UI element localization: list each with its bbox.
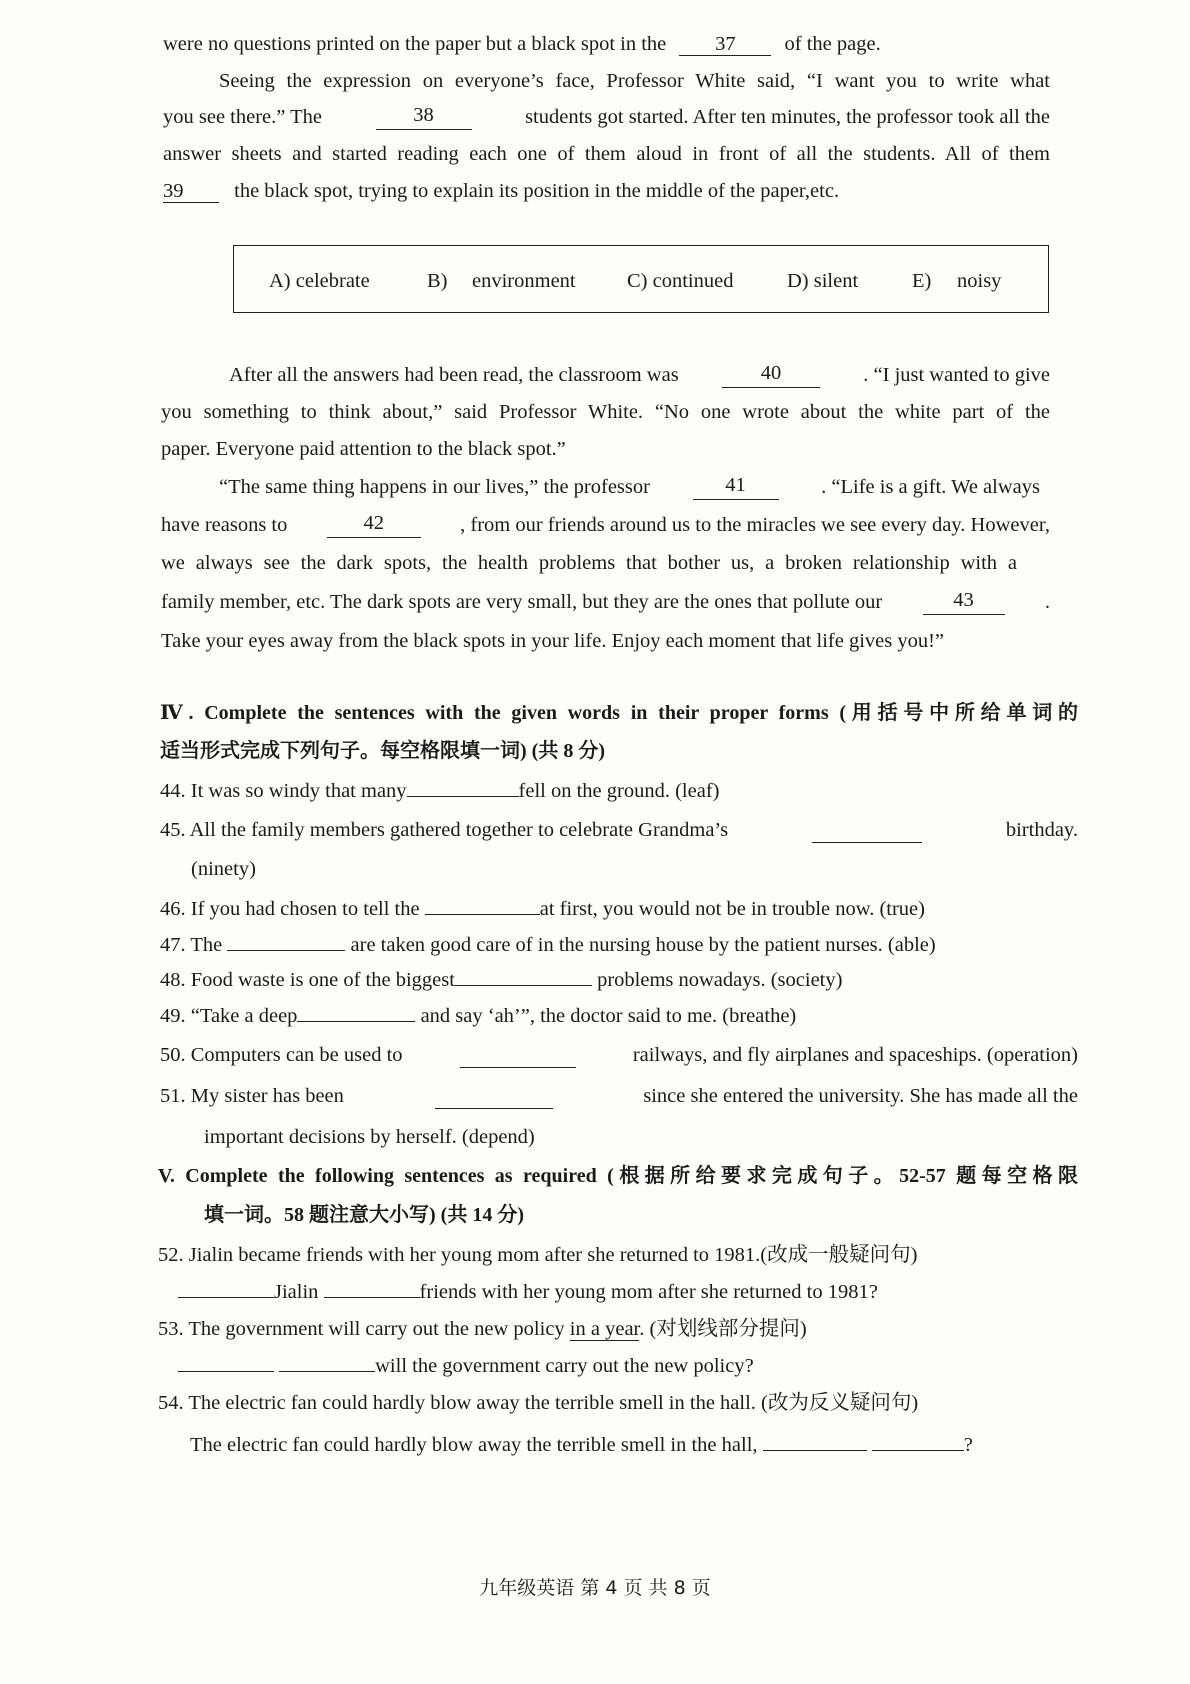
passage-line-8: paper. Everyone paid attention to the black spot.” xyxy=(161,438,566,460)
question-51: 51. My sister has been since she entered the university. She has made all the xyxy=(160,1085,1078,1107)
passage-line-3: you see there.” The 38 students got started. After ten minutes, the professor took all the xyxy=(163,104,1050,128)
passage-line-10: have reasons to 42 , from our friends around us to the miracles we see every day. However, xyxy=(161,512,1050,536)
question-48: 48. Food waste is one of the biggest problems nowadays. (society) xyxy=(160,969,843,991)
question-50: 50. Computers can be used to railways, and fly airplanes and spaceships. (operation) xyxy=(160,1044,1078,1066)
passage-line-6: After all the answers had been read, the classroom was 40 . “I just wanted to give xyxy=(229,362,1050,386)
section-5-heading-2: 填一词。58 题注意大小写) (共 14 分) xyxy=(204,1204,524,1226)
blank-42: 42 xyxy=(327,512,421,538)
option-e-word: noisy xyxy=(957,270,1002,292)
passage-line-2: Seeing the expression on everyone’s face, Professor White said, “I want you to write what xyxy=(219,70,1050,92)
question-54-answer: The electric fan could hardly blow away the terrible smell in the hall, ? xyxy=(190,1434,973,1456)
option-b-word: environment xyxy=(472,270,576,292)
answer-blank-52b[interactable] xyxy=(324,1297,420,1298)
answer-blank-49[interactable] xyxy=(297,1021,415,1022)
answer-blank-54a[interactable] xyxy=(763,1450,867,1451)
answer-blank-51[interactable] xyxy=(435,1083,553,1109)
option-d: D) silent xyxy=(787,270,859,292)
question-45: 45. All the family members gathered together to celebrate Grandma’s birthday. xyxy=(160,819,1078,841)
question-45-hint: (ninety) xyxy=(191,858,256,880)
question-53-answer: will the government carry out the new policy? xyxy=(178,1353,754,1379)
answer-blank-45[interactable] xyxy=(812,817,922,843)
section-4-heading-2: 适当形式完成下列句子。每空格限填一词) (共 8 分) xyxy=(160,740,605,762)
answer-blank-46[interactable] xyxy=(425,914,540,915)
passage-line-9: “The same thing happens in our lives,” the professor 41 . “Life is a gift. We always xyxy=(219,474,1040,498)
option-e-letter: E) xyxy=(912,270,932,292)
question-51-cont: important decisions by herself. (depend) xyxy=(204,1126,535,1148)
passage-line-7: you something to think about,” said Professor White. “No one wrote about the white part of the xyxy=(161,401,1050,423)
question-49: 49. “Take a deep and say ‘ah’”, the doctor said to me. (breathe) xyxy=(160,1005,797,1027)
passage-line-13: Take your eyes away from the black spots in your life. Enjoy each moment that life gives you!” xyxy=(161,630,945,652)
question-52: 52. Jialin became friends with her young mom after she returned to 1981.(改成一般疑问句) xyxy=(158,1244,918,1266)
word-bank-box xyxy=(233,245,1049,313)
question-44: 44. It was so windy that many fell on the ground. (leaf) xyxy=(160,780,720,802)
answer-blank-54b[interactable] xyxy=(872,1450,964,1451)
question-53: 53. The government will carry out the new policy in a year. (对划线部分提问) xyxy=(158,1318,807,1340)
section-5-heading-1: V. Complete the following sentences as required (根据所给要求完成句子。52-57 题每空格限 xyxy=(158,1165,1078,1187)
blank-43: 43 xyxy=(923,589,1005,615)
question-54: 54. The electric fan could hardly blow away the terrible smell in the hall. (改为反义疑问句) xyxy=(158,1392,919,1414)
section-4-heading-1: Ⅳ. Complete the sentences with the given words in their proper forms (用括号中所给单词的 xyxy=(160,702,1078,724)
answer-blank-50[interactable] xyxy=(460,1042,576,1068)
answer-blank-53a[interactable] xyxy=(178,1371,274,1372)
passage-line-4: answer sheets and started reading each one of them aloud in front of all the students. All of them xyxy=(163,143,1050,165)
option-c: C) continued xyxy=(627,270,734,292)
blank-39: 39 xyxy=(163,180,219,203)
underlined-phrase: in a year xyxy=(569,1318,640,1340)
page-footer: 九年级英语 第 4 页 共 8 页 xyxy=(479,1577,711,1599)
passage-line-5: 39 the black spot, trying to explain its position in the middle of the paper,etc. xyxy=(163,180,840,202)
blank-38: 38 xyxy=(376,104,472,130)
question-46: 46. If you had chosen to tell the at first, you would not be in trouble now. (true) xyxy=(160,898,925,920)
option-a: A) celebrate xyxy=(269,270,370,292)
answer-blank-52a[interactable] xyxy=(178,1297,274,1298)
blank-41: 41 xyxy=(693,474,779,500)
question-47: 47. The are taken good care of in the nursing house by the patient nurses. (able) xyxy=(160,934,936,956)
question-52-answer: Jialin friends with her young mom after she returned to 1981? xyxy=(178,1279,878,1305)
answer-blank-44[interactable] xyxy=(407,796,519,797)
blank-40: 40 xyxy=(722,362,820,388)
option-b-letter: B) xyxy=(427,270,448,292)
passage-line-11: we always see the dark spots, the health problems that bother us, a broken relationship with a xyxy=(161,552,1017,574)
passage-line-12: family member, etc. The dark spots are very small, but they are the ones that pollute our 43 . xyxy=(161,589,1050,613)
blank-37: 37 xyxy=(679,33,771,56)
answer-blank-47[interactable] xyxy=(227,950,345,951)
passage-line-1: were no questions printed on the paper but a black spot in the 37 of the page. xyxy=(163,33,881,55)
answer-blank-48[interactable] xyxy=(455,985,592,986)
answer-blank-53b[interactable] xyxy=(279,1371,375,1372)
